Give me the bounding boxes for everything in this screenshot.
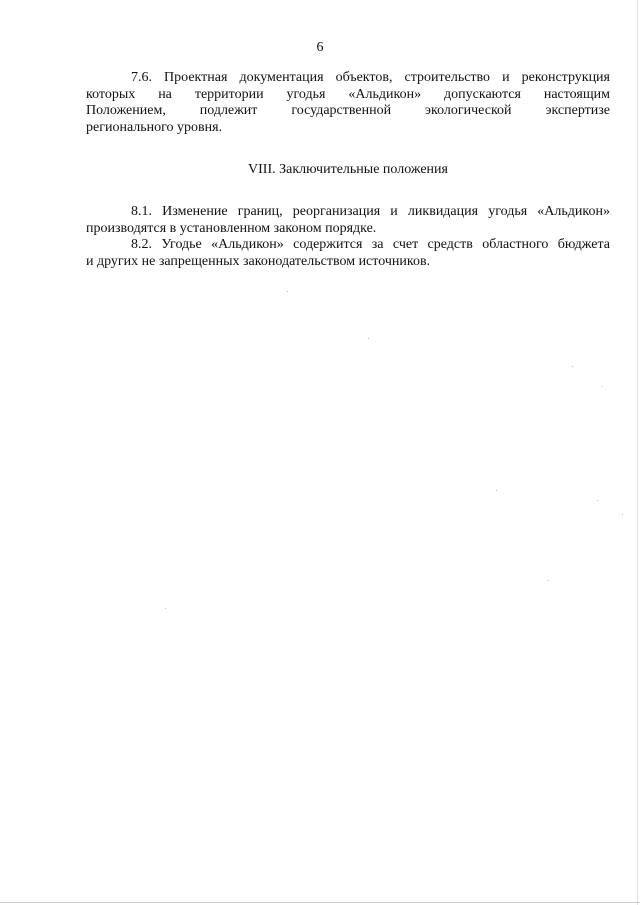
scan-speck bbox=[368, 338, 369, 339]
paragraph-8-1-line-2: производятся в установленном законом порядке. bbox=[86, 220, 377, 236]
scan-speck bbox=[622, 514, 623, 515]
scan-speck bbox=[597, 500, 598, 501]
paragraph-8-1-line-1: 8.1. Изменение границ, реорганизация и ликвидация угодья «Альдикон» bbox=[131, 204, 610, 219]
paragraph-8-2-line-1: 8.2. Угодье «Альдикон» содержится за счет средств областного бюджета bbox=[131, 237, 610, 252]
scan-edge bbox=[0, 902, 640, 903]
scan-edge bbox=[637, 0, 638, 905]
paragraph-7-6 bbox=[86, 70, 610, 136]
paragraph-7-6-line-3: Положением, подлежит государственной экологической экспертизе bbox=[86, 103, 610, 118]
paragraph-8-2-line-2: и других не запрещенных законодательством источников. bbox=[86, 253, 431, 269]
scan-speck bbox=[496, 490, 497, 491]
scan-speck bbox=[165, 608, 166, 609]
section-8-body bbox=[86, 204, 610, 270]
scan-speck bbox=[572, 366, 573, 367]
paragraph-7-6-line-1: 7.6. Проектная документация объектов, строительство и реконструкция bbox=[131, 70, 610, 85]
paragraph-7-6-line-4: регионального уровня. bbox=[86, 119, 223, 135]
scan-speck bbox=[548, 580, 549, 581]
scan-speck bbox=[287, 291, 288, 292]
section-heading: VIII. Заключительные положения bbox=[248, 162, 448, 177]
scan-speck bbox=[602, 386, 603, 387]
paragraph-7-6-line-2: которых на территории угодья «Альдикон» допускаются настоящим bbox=[86, 86, 610, 102]
page-number: 6 bbox=[316, 40, 324, 55]
